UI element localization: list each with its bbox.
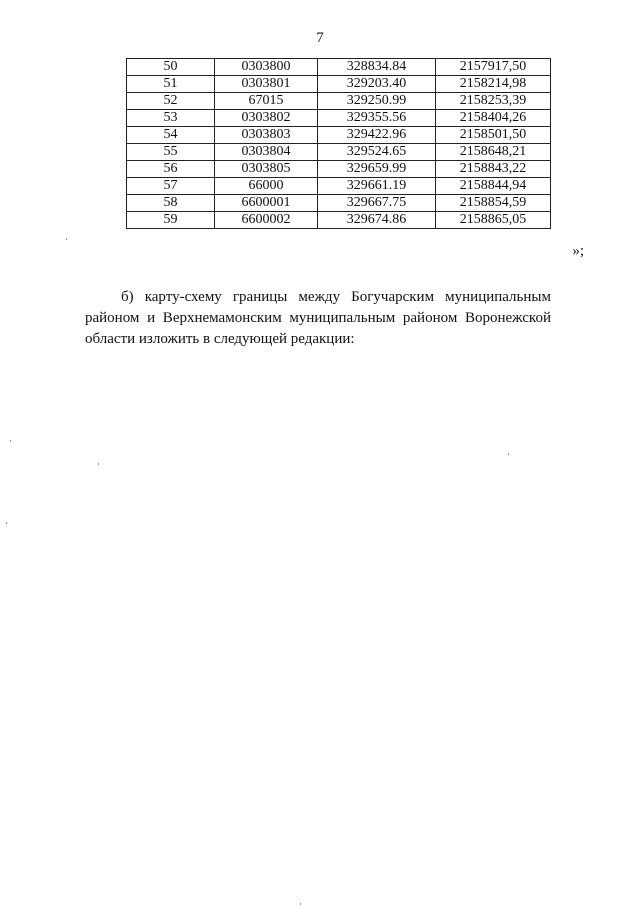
y-coordinate-cell: 2158501,50 (436, 127, 551, 144)
y-coordinate-cell: 2158843,22 (436, 161, 551, 178)
x-coordinate-cell: 329659.99 (318, 161, 436, 178)
x-coordinate-cell: 329524.65 (318, 144, 436, 161)
table-row (127, 59, 551, 76)
y-coordinate-cell: 2158865,05 (436, 212, 551, 229)
scan-speck (98, 463, 99, 465)
point-id-cell: 0303803 (215, 127, 318, 144)
table-row (127, 161, 551, 178)
body-paragraph: б) карту-схему границы между Богучарским муниципальным районом и Верхнемамонским муниципальным районом Воронежской области изложить в следующей редакции: (85, 289, 551, 347)
coordinates-table-body (127, 59, 551, 229)
table-row (127, 144, 551, 161)
point-id-cell: 0303802 (215, 110, 318, 127)
point-number-cell: 53 (127, 110, 215, 127)
point-number-cell: 55 (127, 144, 215, 161)
scan-speck (6, 522, 7, 524)
x-coordinate-cell: 329355.56 (318, 110, 436, 127)
table-row (127, 110, 551, 127)
point-id-cell: 0303804 (215, 144, 318, 161)
point-id-cell: 66000 (215, 178, 318, 195)
point-number-cell: 52 (127, 93, 215, 110)
y-coordinate-cell: 2158854,59 (436, 195, 551, 212)
point-number-cell: 57 (127, 178, 215, 195)
x-coordinate-cell: 329661.19 (318, 178, 436, 195)
y-coordinate-cell: 2158214,98 (436, 76, 551, 93)
y-coordinate-cell: 2158648,21 (436, 144, 551, 161)
point-number-cell: 51 (127, 76, 215, 93)
x-coordinate-cell: 329203.40 (318, 76, 436, 93)
scan-speck (10, 440, 11, 442)
point-id-cell: 6600002 (215, 212, 318, 229)
point-number-cell: 58 (127, 195, 215, 212)
table-row (127, 76, 551, 93)
table-row (127, 195, 551, 212)
y-coordinate-cell: 2158253,39 (436, 93, 551, 110)
y-coordinate-cell: 2158844,94 (436, 178, 551, 195)
x-coordinate-cell: 329422.96 (318, 127, 436, 144)
page-number: 7 (316, 30, 324, 46)
coordinates-table (126, 58, 551, 229)
point-number-cell: 59 (127, 212, 215, 229)
table-row (127, 212, 551, 229)
closing-quote-mark: »; (572, 243, 584, 259)
table-row (127, 127, 551, 144)
x-coordinate-cell: 329674.86 (318, 212, 436, 229)
y-coordinate-cell: 2157917,50 (436, 59, 551, 76)
point-id-cell: 0303801 (215, 76, 318, 93)
point-id-cell: 0303805 (215, 161, 318, 178)
point-id-cell: 0303800 (215, 59, 318, 76)
table-row (127, 178, 551, 195)
point-number-cell: 50 (127, 59, 215, 76)
y-coordinate-cell: 2158404,26 (436, 110, 551, 127)
scan-speck (66, 238, 67, 240)
x-coordinate-cell: 329250.99 (318, 93, 436, 110)
point-id-cell: 67015 (215, 93, 318, 110)
point-id-cell: 6600001 (215, 195, 318, 212)
point-number-cell: 54 (127, 127, 215, 144)
x-coordinate-cell: 329667.75 (318, 195, 436, 212)
scan-speck (508, 453, 509, 455)
x-coordinate-cell: 328834.84 (318, 59, 436, 76)
table-row (127, 93, 551, 110)
point-number-cell: 56 (127, 161, 215, 178)
